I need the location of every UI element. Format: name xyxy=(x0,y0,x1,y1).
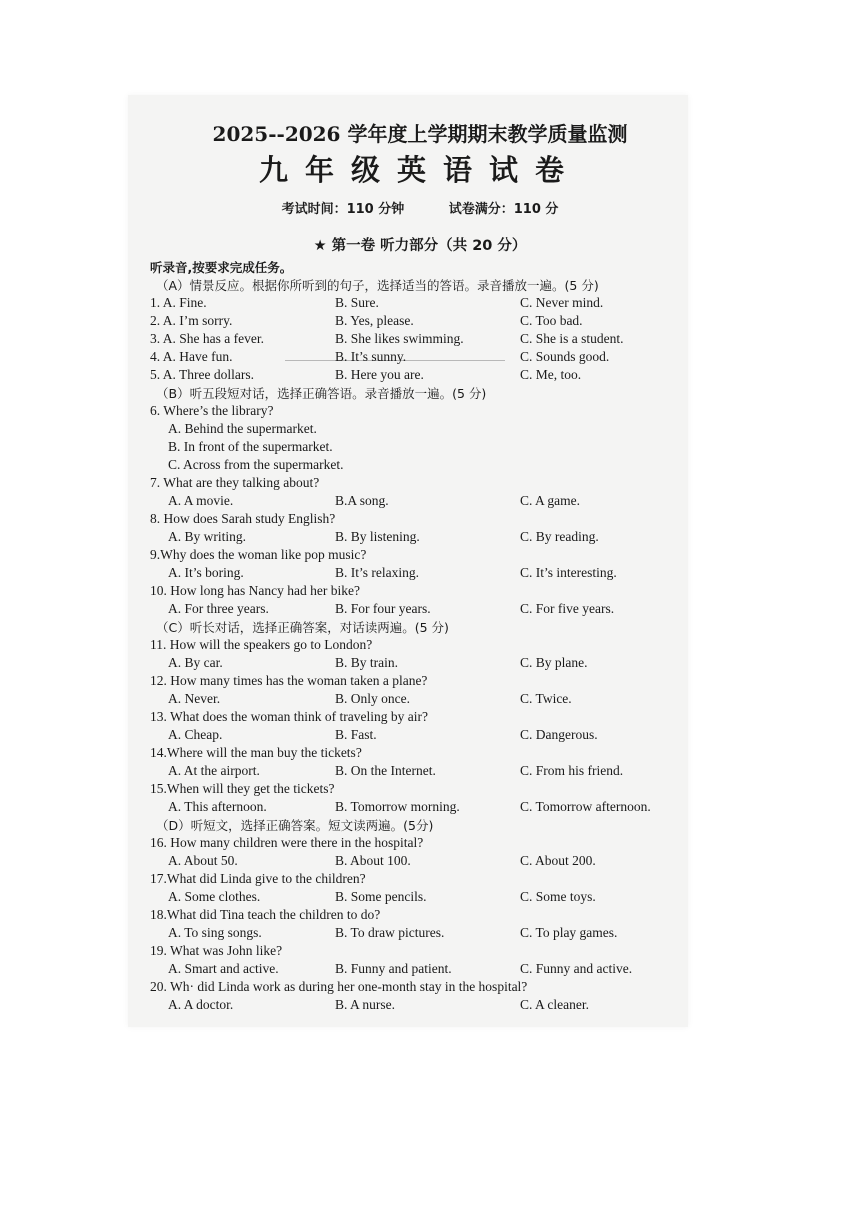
question-17-stem: 17.What did Linda give to the children? xyxy=(150,871,366,886)
q3-option-a: 3. A. She has a fever. xyxy=(150,331,264,346)
exam-title-line1: 2025--2026 学年度上学期期末教学质量监测 xyxy=(212,122,628,146)
q1-option-c: C. Never mind. xyxy=(520,295,604,310)
q19-option-b: B. Funny and patient. xyxy=(335,961,452,976)
q5-option-b: B. Here you are. xyxy=(335,367,424,382)
q8-option-b: B. By listening. xyxy=(335,529,420,544)
question-9-stem: 9.Why does the woman like pop music? xyxy=(150,547,367,562)
question-19-stem: 19. What was John like? xyxy=(150,943,283,958)
q2-option-c: C. Too bad. xyxy=(520,313,583,328)
question-1 xyxy=(150,294,690,312)
q11-option-c: C. By plane. xyxy=(520,655,588,670)
question-11-stem: 11. How will the speakers go to London? xyxy=(150,637,373,652)
q20-option-c: C. A cleaner. xyxy=(520,997,589,1012)
q4-option-c: C. Sounds good. xyxy=(520,349,610,364)
q10-option-a: A. For three years. xyxy=(168,601,269,616)
question-18-stem: 18.What did Tina teach the children to do? xyxy=(150,907,381,922)
q4-option-b: B. It’s sunny. xyxy=(335,349,407,364)
section-b-heading: （B）听五段短对话，选择正确答语。录音播放一遍。(5 分) xyxy=(156,386,487,401)
q12-option-a: A. Never. xyxy=(168,691,221,706)
q14-option-b: B. On the Internet. xyxy=(335,763,436,778)
exam-title-line2: 九年级英语试卷 xyxy=(258,153,581,187)
question-14-options xyxy=(150,762,690,780)
full-score: 试卷满分：110 分 xyxy=(448,202,559,217)
question-6-stem: 6. Where’s the library? xyxy=(150,403,274,418)
question-16-stem: 16. How many children were there in the hospital? xyxy=(150,835,424,850)
question-14-stem: 14.Where will the man buy the tickets? xyxy=(150,745,362,760)
question-18-options xyxy=(150,924,690,942)
q14-option-a: A. At the airport. xyxy=(168,763,260,778)
q20-option-a: A. A doctor. xyxy=(168,997,234,1012)
exam-meta xyxy=(150,198,690,220)
question-4 xyxy=(150,348,690,366)
question-16-options xyxy=(150,852,690,870)
q1-option-a: 1. A. Fine. xyxy=(150,295,207,310)
q8-option-a: A. By writing. xyxy=(168,529,247,544)
q18-option-c: C. To play games. xyxy=(520,925,618,940)
q13-option-c: C. Dangerous. xyxy=(520,727,598,742)
question-13-options xyxy=(150,726,690,744)
section-d-heading: （D）听短文，选择正确答案。短文读两遍。(5分) xyxy=(156,818,434,833)
q19-option-c: C. Funny and active. xyxy=(520,961,633,976)
q7-option-a: A. A movie. xyxy=(168,493,234,508)
q4-option-a: 4. A. Have fun. xyxy=(150,349,233,364)
question-5 xyxy=(150,366,690,384)
q3-option-b: B. She likes swimming. xyxy=(335,331,464,346)
q9-option-c: C. It’s interesting. xyxy=(520,565,617,580)
question-10-options xyxy=(150,600,690,618)
exam-paper xyxy=(150,112,690,1014)
question-2 xyxy=(150,312,690,330)
q16-option-c: C. About 200. xyxy=(520,853,596,868)
q18-option-b: B. To draw pictures. xyxy=(335,925,445,940)
q1-option-b: B. Sure. xyxy=(335,295,379,310)
question-15-options xyxy=(150,798,690,816)
q16-option-a: A. About 50. xyxy=(168,853,238,868)
question-3 xyxy=(150,330,690,348)
q7-option-c: C. A game. xyxy=(520,493,580,508)
q17-option-c: C. Some toys. xyxy=(520,889,596,904)
question-20-options xyxy=(150,996,690,1014)
q3-option-c: C. She is a student. xyxy=(520,331,624,346)
q17-option-b: B. Some pencils. xyxy=(335,889,427,904)
question-9-options xyxy=(150,564,690,582)
q5-option-c: C. Me, too. xyxy=(520,367,582,382)
q17-option-a: A. Some clothes. xyxy=(168,889,261,904)
question-17-options xyxy=(150,888,690,906)
q19-option-a: A. Smart and active. xyxy=(168,961,279,976)
section-c-heading: （C）听长对话，选择正确答案，对话读两遍。(5 分) xyxy=(156,620,449,635)
question-8-options xyxy=(150,528,690,546)
q15-option-b: B. Tomorrow morning. xyxy=(335,799,460,814)
part-title: ★ 第一卷 听力部分（共 20 分） xyxy=(313,238,527,254)
q6-option-c: C. Across from the supermarket. xyxy=(168,457,344,472)
q9-option-b: B. It’s relaxing. xyxy=(335,565,419,580)
question-7-stem: 7. What are they talking about? xyxy=(150,475,320,490)
q2-option-b: B. Yes, please. xyxy=(335,313,414,328)
q9-option-a: A. It’s boring. xyxy=(168,565,244,580)
q11-option-a: A. By car. xyxy=(168,655,223,670)
q12-option-c: C. Twice. xyxy=(520,691,572,706)
q14-option-c: C. From his friend. xyxy=(520,763,624,778)
question-11-options xyxy=(150,654,690,672)
q18-option-a: A. To sing songs. xyxy=(168,925,262,940)
q16-option-b: B. About 100. xyxy=(335,853,411,868)
q10-option-c: C. For five years. xyxy=(520,601,615,616)
question-7-options xyxy=(150,492,690,510)
q11-option-b: B. By train. xyxy=(335,655,398,670)
exam-time: 考试时间：110 分钟 xyxy=(281,202,405,217)
q7-option-b: B.A song. xyxy=(335,493,389,508)
q6-option-b: B. In front of the supermarket. xyxy=(168,439,333,454)
q2-option-a: 2. A. I’m sorry. xyxy=(150,313,233,328)
question-8-stem: 8. How does Sarah study English? xyxy=(150,511,336,526)
q6-option-a: A. Behind the supermarket. xyxy=(168,421,317,436)
q8-option-c: C. By reading. xyxy=(520,529,599,544)
q10-option-b: B. For four years. xyxy=(335,601,431,616)
question-13-stem: 13. What does the woman think of traveling by air? xyxy=(150,709,428,724)
q12-option-b: B. Only once. xyxy=(335,691,410,706)
question-12-options xyxy=(150,690,690,708)
question-20-stem: 20. Wh· did Linda work as during her one-month stay in the hospital? xyxy=(150,979,528,994)
q13-option-a: A. Cheap. xyxy=(168,727,223,742)
section-a-heading: （A）情景反应。根据你所听到的句子，选择适当的答语。录音播放一遍。(5 分) xyxy=(156,278,599,293)
q15-option-c: C. Tomorrow afternoon. xyxy=(520,799,651,814)
q13-option-b: B. Fast. xyxy=(335,727,377,742)
q5-option-a: 5. A. Three dollars. xyxy=(150,367,254,382)
question-10-stem: 10. How long has Nancy had her bike? xyxy=(150,583,360,598)
question-19-options xyxy=(150,960,690,978)
q15-option-a: A. This afternoon. xyxy=(168,799,267,814)
question-12-stem: 12. How many times has the woman taken a plane? xyxy=(150,673,428,688)
question-15-stem: 15.When will they get the tickets? xyxy=(150,781,335,796)
listening-instruction: 听录音,按要求完成任务。 xyxy=(150,260,293,275)
q20-option-b: B. A nurse. xyxy=(335,997,396,1012)
